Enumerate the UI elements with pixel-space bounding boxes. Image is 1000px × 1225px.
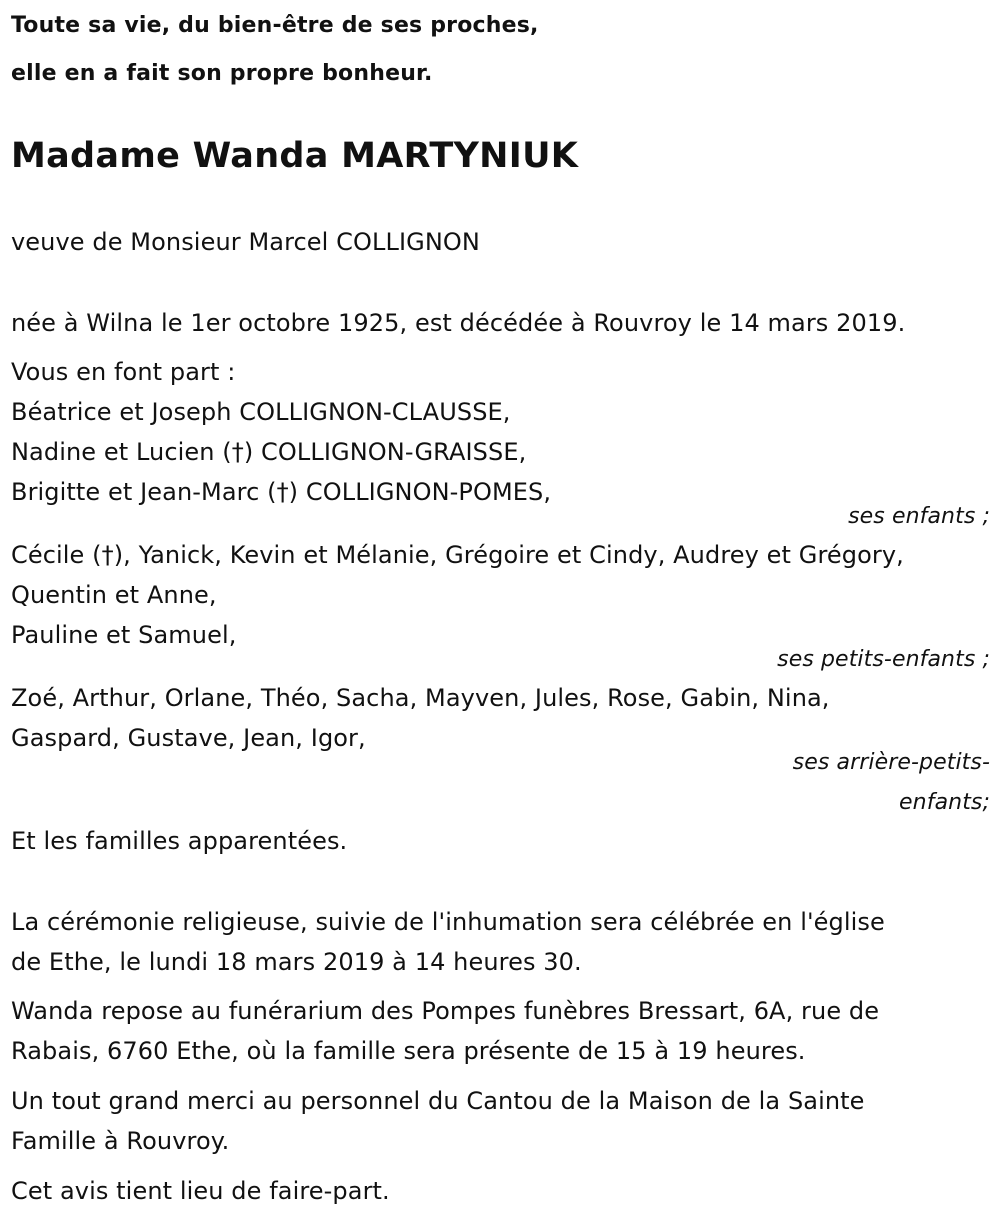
ceremony-line: de Ethe, le lundi 18 mars 2019 à 14 heures 30. xyxy=(11,948,582,976)
rest-line: Rabais, 6760 Ethe, où la famille sera présente de 15 à 19 heures. xyxy=(11,1037,806,1065)
widow-of-line: veuve de Monsieur Marcel COLLIGNON xyxy=(11,228,480,256)
thanks-line: Un tout grand merci au personnel du Cantou de la Maison de la Sainte xyxy=(11,1087,865,1115)
ceremony-line: La cérémonie religieuse, suivie de l'inhumation sera célébrée en l'église xyxy=(11,908,885,936)
deceased-name-title: Madame Wanda MARTYNIUK xyxy=(11,136,579,176)
children-label: ses enfants ; xyxy=(848,504,990,529)
rest-line: Wanda repose au funérarium des Pompes funèbres Bressart, 6A, rue de xyxy=(11,997,880,1025)
grandchildren-label: ses petits-enfants ; xyxy=(777,647,990,672)
great-grandchild-line: Zoé, Arthur, Orlane, Théo, Sacha, Mayven, Jules, Rose, Gabin, Nina, xyxy=(11,684,830,712)
great-grandchild-line: Gaspard, Gustave, Jean, Igor, xyxy=(11,724,366,752)
epigraph-line-1: Toute sa vie, du bien-être de ses proches, xyxy=(11,13,539,38)
grandchild-line: Pauline et Samuel, xyxy=(11,621,237,649)
grandchild-line: Cécile (†), Yanick, Kevin et Mélanie, Grégoire et Cindy, Audrey et Grégory, xyxy=(11,541,904,569)
child-line: Béatrice et Joseph COLLIGNON-CLAUSSE, xyxy=(11,398,511,426)
epigraph-line-2: elle en a fait son propre bonheur. xyxy=(11,61,433,86)
birth-death-line: née à Wilna le 1er octobre 1925, est décédée à Rouvroy le 14 mars 2019. xyxy=(11,309,906,337)
grandchild-line: Quentin et Anne, xyxy=(11,581,217,609)
families-line: Et les familles apparentées. xyxy=(11,827,348,855)
child-line: Nadine et Lucien (†) COLLIGNON-GRAISSE, xyxy=(11,438,527,466)
great-grandchildren-label-line-2: enfants; xyxy=(899,790,990,815)
thanks-line: Famille à Rouvroy. xyxy=(11,1127,230,1155)
announce-intro: Vous en font part : xyxy=(11,358,236,386)
great-grandchildren-label-line-1: ses arrière-petits- xyxy=(792,750,990,775)
closing-line: Cet avis tient lieu de faire-part. xyxy=(11,1177,390,1205)
child-line: Brigitte et Jean-Marc (†) COLLIGNON-POMES, xyxy=(11,478,552,506)
